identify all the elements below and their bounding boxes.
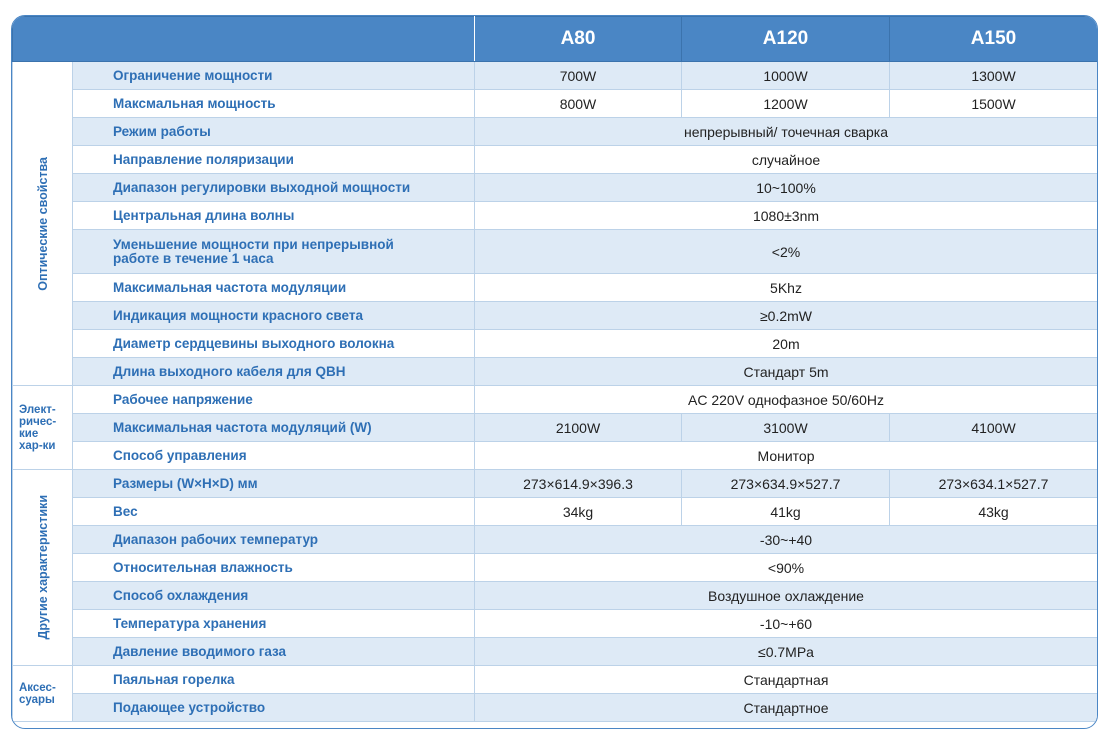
row-label: Центральная длина волны bbox=[73, 202, 475, 230]
row-label: Диапазон рабочих температур bbox=[73, 526, 475, 554]
row-label: Паяльная горелка bbox=[73, 666, 475, 694]
row-value-a120: 3100W bbox=[682, 414, 890, 442]
row-label: Способ управления bbox=[73, 442, 475, 470]
row-value-shared: ≥0.2mW bbox=[475, 302, 1098, 330]
row-label: Вес bbox=[73, 498, 475, 526]
row-value-shared: 10~100% bbox=[475, 174, 1098, 202]
row-label: Рабочее напряжение bbox=[73, 386, 475, 414]
row-value-shared: Воздушное охлаждение bbox=[475, 582, 1098, 610]
category-other: Другие характеристики bbox=[13, 470, 73, 666]
row-value-shared: случайное bbox=[475, 146, 1098, 174]
row-value-shared: -30~+40 bbox=[475, 526, 1098, 554]
row-value-shared: Стандартное bbox=[475, 694, 1098, 722]
category-optical: Оптические свойства bbox=[13, 62, 73, 386]
model-header-a150: A150 bbox=[890, 17, 1098, 62]
row-label: Максмальная мощность bbox=[73, 90, 475, 118]
row-value-a80: 800W bbox=[475, 90, 682, 118]
row-value-shared: ≤0.7MPa bbox=[475, 638, 1098, 666]
row-value-a150: 1300W bbox=[890, 62, 1098, 90]
row-value-a120: 273×634.9×527.7 bbox=[682, 470, 890, 498]
row-value-shared: 20m bbox=[475, 330, 1098, 358]
row-value-shared: <2% bbox=[475, 230, 1098, 274]
row-value-a80: 2100W bbox=[475, 414, 682, 442]
row-value-a150: 273×634.1×527.7 bbox=[890, 470, 1098, 498]
row-label: Давление вводимого газа bbox=[73, 638, 475, 666]
row-label: Индикация мощности красного света bbox=[73, 302, 475, 330]
row-label: Подающее устройство bbox=[73, 694, 475, 722]
row-value-shared: <90% bbox=[475, 554, 1098, 582]
model-header-a120: A120 bbox=[682, 17, 890, 62]
row-label: Максимальная частота модуляций (W) bbox=[73, 414, 475, 442]
row-value-a120: 41kg bbox=[682, 498, 890, 526]
row-value-shared: 1080±3nm bbox=[475, 202, 1098, 230]
row-value-shared: Стандарт 5m bbox=[475, 358, 1098, 386]
row-value-a150: 43kg bbox=[890, 498, 1098, 526]
row-label: Относительная влажность bbox=[73, 554, 475, 582]
row-value-shared: -10~+60 bbox=[475, 610, 1098, 638]
category-electrical: Элект- ричес- кие хар-ки bbox=[13, 386, 73, 470]
row-label: Ограничение мощности bbox=[73, 62, 475, 90]
row-label: Направление поляризации bbox=[73, 146, 475, 174]
spec-table bbox=[12, 16, 1098, 722]
row-value-a80: 700W bbox=[475, 62, 682, 90]
row-label: Способ охлаждения bbox=[73, 582, 475, 610]
row-value-shared: непрерывный/ точечная сварка bbox=[475, 118, 1098, 146]
row-label: Режим работы bbox=[73, 118, 475, 146]
row-label: Длина выходного кабеля для QBH bbox=[73, 358, 475, 386]
row-label: Уменьшение мощности при непрерывной работе в течение 1 часа bbox=[73, 230, 475, 274]
row-label: Температура хранения bbox=[73, 610, 475, 638]
row-value-a150: 1500W bbox=[890, 90, 1098, 118]
row-label: Диапазон регулировки выходной мощности bbox=[73, 174, 475, 202]
row-label: Максимальная частота модуляции bbox=[73, 274, 475, 302]
category-accessories: Аксес- суары bbox=[13, 666, 73, 722]
model-header-a80: A80 bbox=[475, 17, 682, 62]
row-value-a80: 273×614.9×396.3 bbox=[475, 470, 682, 498]
header-blank-cell bbox=[13, 17, 475, 62]
row-value-shared: 5Khz bbox=[475, 274, 1098, 302]
row-value-a150: 4100W bbox=[890, 414, 1098, 442]
spec-table-frame bbox=[11, 15, 1098, 729]
row-label: Диаметр сердцевины выходного волокна bbox=[73, 330, 475, 358]
row-value-a120: 1200W bbox=[682, 90, 890, 118]
row-value-a120: 1000W bbox=[682, 62, 890, 90]
row-value-shared: AC 220V однофазное 50/60Hz bbox=[475, 386, 1098, 414]
row-value-shared: Стандартная bbox=[475, 666, 1098, 694]
row-value-shared: Монитор bbox=[475, 442, 1098, 470]
row-label: Размеры (W×H×D) мм bbox=[73, 470, 475, 498]
row-value-a80: 34kg bbox=[475, 498, 682, 526]
